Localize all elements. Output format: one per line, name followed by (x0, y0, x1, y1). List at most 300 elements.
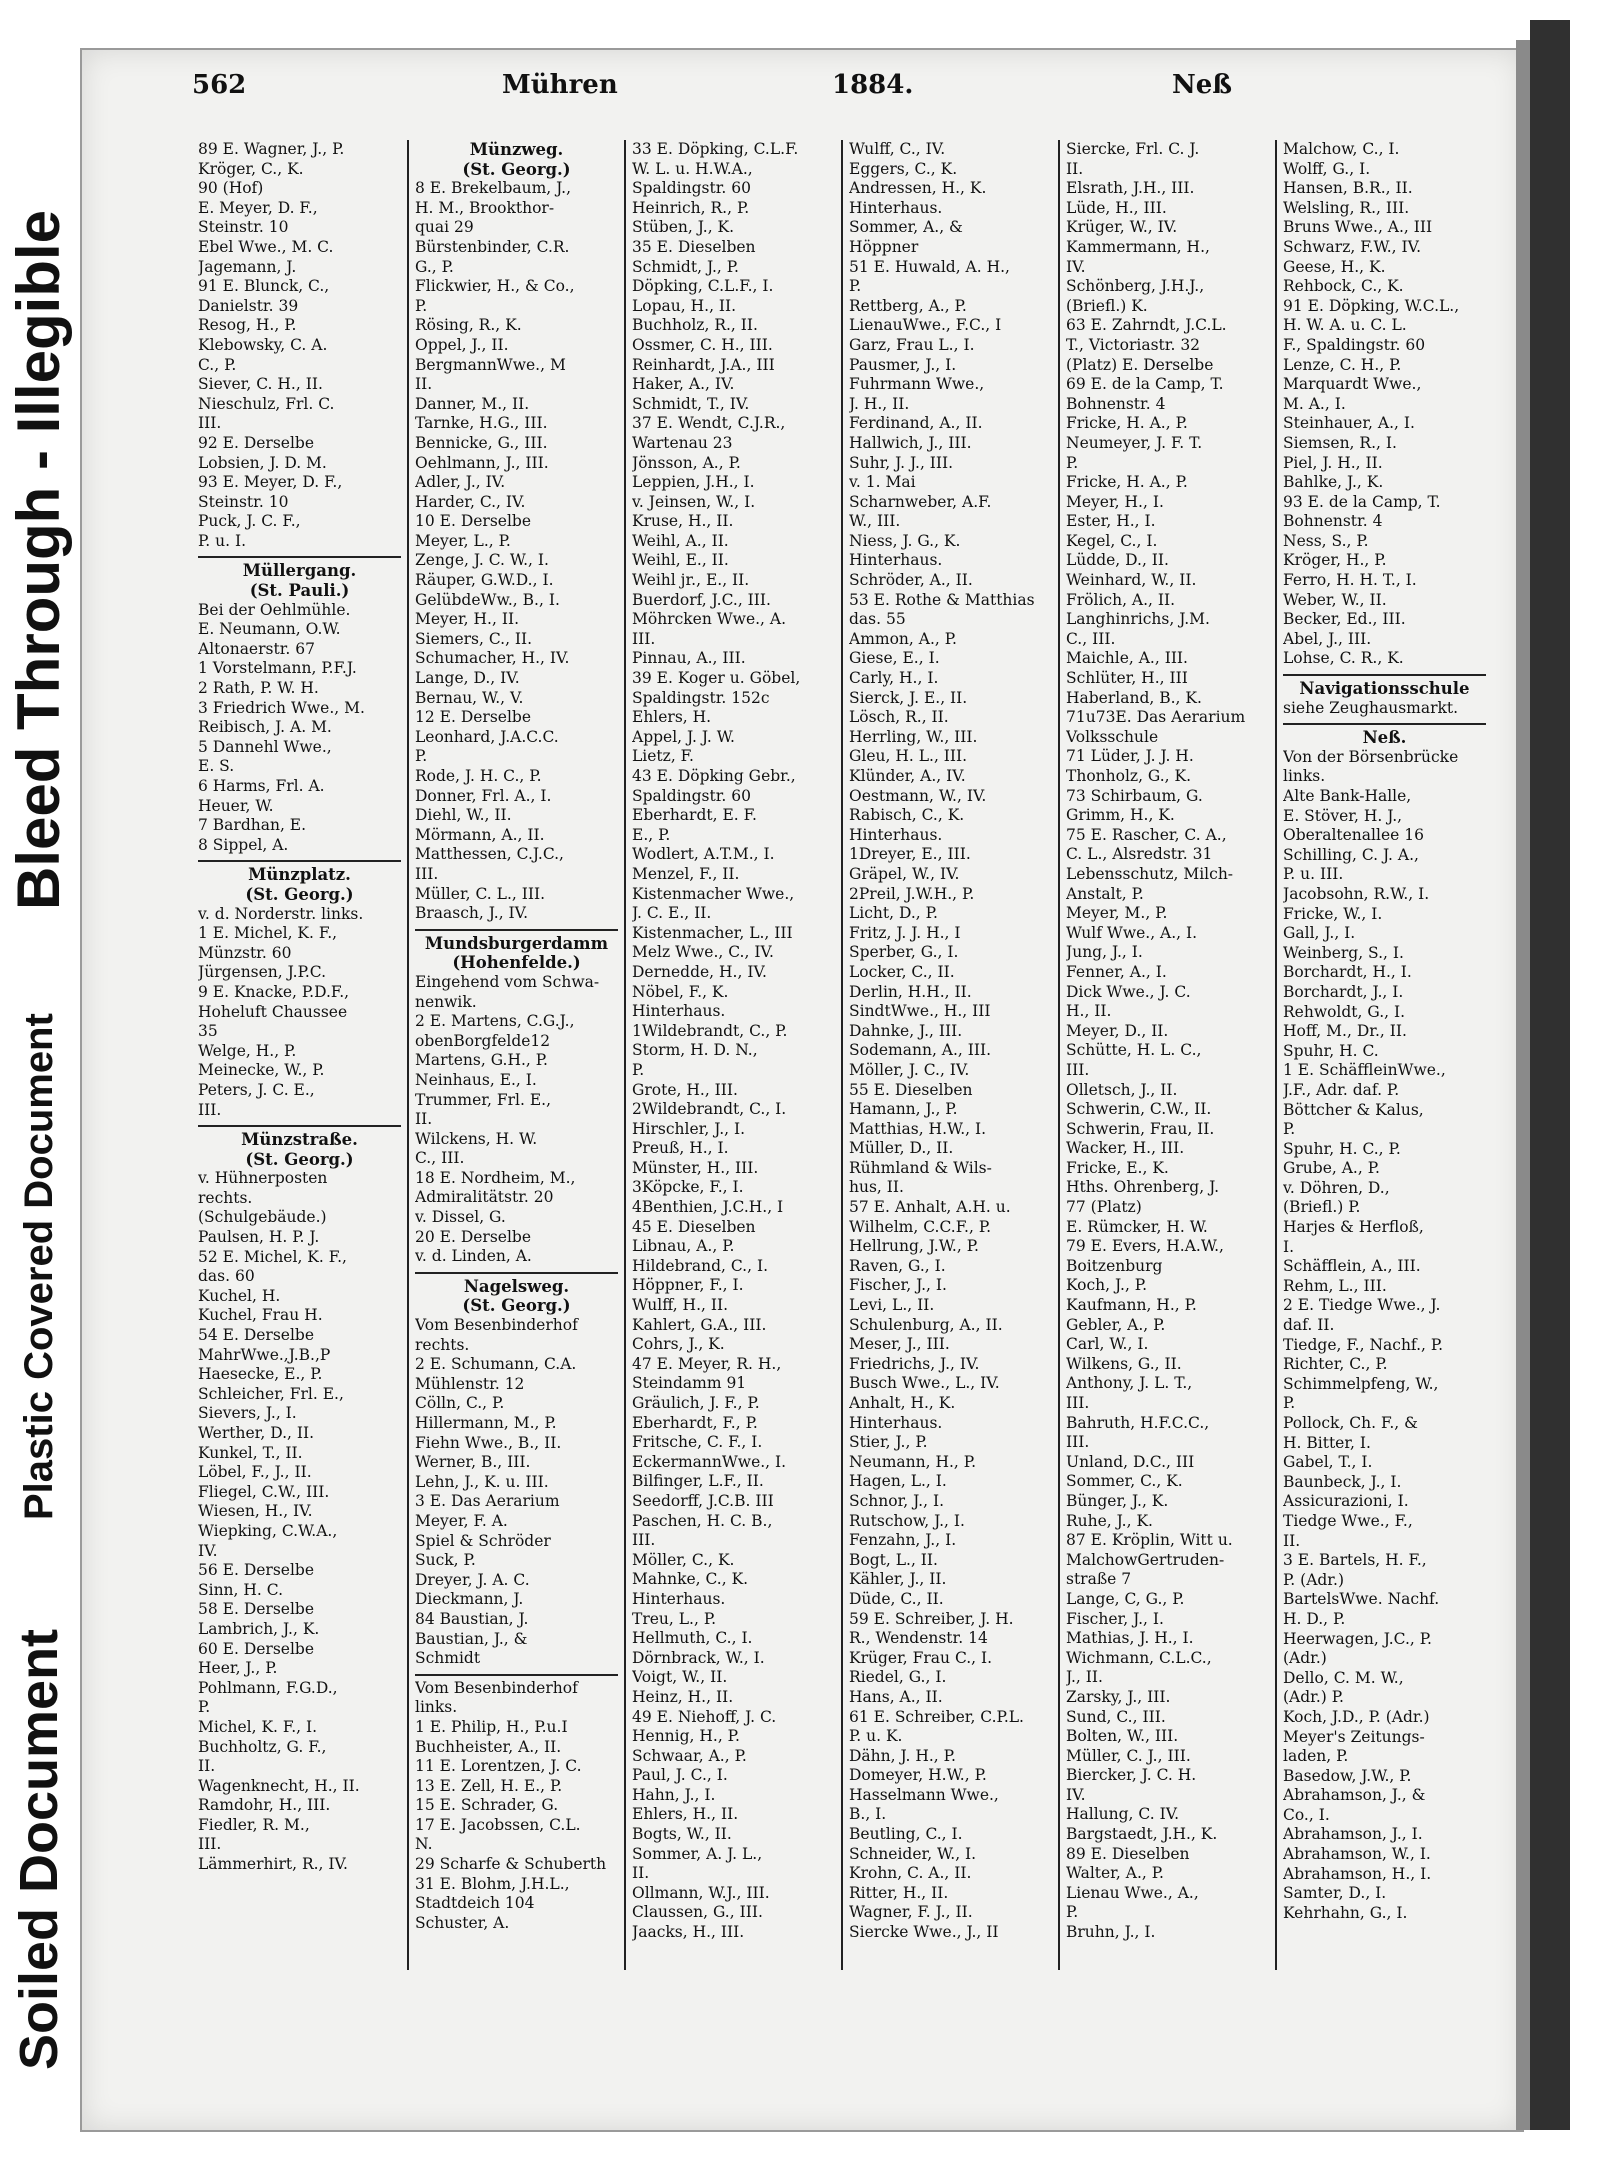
directory-entry: Wulff, H., II. (632, 1296, 729, 1315)
directory-entry: 91 E. Döpking, W.C.L., (1283, 296, 1460, 315)
directory-entry: Meinecke, W., P. (198, 1061, 325, 1080)
directory-entry: Ferro, H. H. T., I. (1283, 571, 1417, 590)
directory-entry: Andressen, H., K. (849, 179, 987, 198)
directory-entry: Walter, A., P. (1066, 1864, 1164, 1883)
directory-entry: Bernau, W., V. (415, 688, 524, 707)
directory-entry: Hinterhaus. (849, 551, 943, 570)
directory-entry: Voigt, W., II. (632, 1668, 728, 1687)
directory-entry: Schmidt, T., IV. (632, 394, 750, 413)
plastic-covered-label: Plastic Covered Document (17, 1013, 61, 1520)
directory-entry: M. A., I. (1283, 394, 1346, 413)
directory-entry: Lambrich, J., K. (198, 1619, 320, 1638)
directory-entry: 2 Rath, P. W. H. (198, 679, 319, 698)
directory-entry: daf. II. (1283, 1316, 1335, 1335)
directory-entry: 13 E. Zell, H. E., P. (415, 1776, 563, 1795)
directory-entry: P. u. I. (198, 531, 247, 550)
directory-entry: Bogts, W., II. (632, 1825, 732, 1844)
directory-entry: Haberland, B., K. (1066, 688, 1202, 707)
directory-entry: 35 E. Dieselben (632, 237, 756, 256)
directory-entry: 52 E. Michel, K. F., (198, 1247, 347, 1266)
directory-entry: Danielstr. 39 (198, 296, 299, 315)
directory-entry: Werther, D., II. (198, 1424, 315, 1442)
directory-entry: Nöbel, F., K. (632, 982, 729, 1001)
directory-entry: C., III. (1066, 629, 1116, 648)
directory-entry: 92 E. Derselbe (198, 433, 315, 452)
directory-entry: N. (415, 1835, 433, 1854)
directory-entry: nenwik. (415, 992, 477, 1011)
directory-entry: Tiedge, F., Nachf., P. (1283, 1335, 1444, 1354)
directory-entry: Ehlers, H. (632, 708, 712, 727)
directory-entry: Stüben, J., K. (632, 218, 735, 237)
header-year: 1884. (832, 70, 914, 100)
directory-entry: MahrWwe.,J.B.,P (198, 1345, 331, 1364)
bleed-through-label: Bleed Through - Illegible (5, 209, 72, 910)
directory-entry: Meyer, M., P. (1066, 904, 1168, 923)
directory-entry: P. (1283, 1394, 1296, 1413)
soiled-document-label: Soiled Document (9, 1628, 69, 2070)
directory-entry: Carl, W., I. (1066, 1335, 1149, 1354)
directory-entry: III. (632, 1531, 656, 1550)
directory-entry: 59 E. Schreiber, J. H. (849, 1609, 1014, 1628)
directory-entry: 10 E. Derselbe (415, 512, 532, 531)
directory-entry: Baustian, J., & (415, 1629, 528, 1648)
directory-entry: II. (632, 1864, 650, 1883)
directory-entry: 56 E. Derselbe (198, 1561, 315, 1580)
scan-side-labels (0, 0, 78, 2177)
directory-entry: v. Jeinsen, W., I. (632, 492, 756, 511)
directory-entry: Leonhard, J.A.C.C. (415, 727, 559, 746)
directory-entry: Meser, J., III. (849, 1335, 950, 1354)
directory-entry: T., Victoriastr. 32 (1066, 335, 1201, 354)
directory-entry: 77 (Platz) (1066, 1198, 1142, 1217)
directory-entry: Boitzenburg (1066, 1256, 1163, 1275)
directory-entry: R., Wendenstr. 14 (849, 1629, 988, 1648)
directory-entry: Bolten, W., III. (1066, 1727, 1179, 1746)
directory-entry: Appel, J. J. W. (632, 727, 735, 746)
directory-entry: Münzstr. 60 (198, 943, 292, 962)
directory-entry: Schmidt, J., P. (632, 257, 739, 276)
directory-entry: Lietz, F. (632, 747, 694, 766)
directory-entry: Reibisch, J. A. M. (198, 718, 332, 737)
directory-column (1060, 140, 1277, 1970)
directory-entry: Cölln, C., P. (415, 1394, 505, 1413)
directory-entry: Carly, H., I. (849, 669, 939, 688)
directory-entry: Fiehn Wwe., B., II. (415, 1433, 562, 1452)
directory-entry: Sommer, C., K. (1066, 1472, 1183, 1491)
street-heading: Münzstraße. (198, 1125, 401, 1150)
directory-entry: Räuper, G.W.D., I. (415, 571, 554, 590)
directory-entry: Von der Börsenbrücke (1283, 747, 1459, 766)
directory-entry: Pausmer, J., I. (849, 355, 957, 374)
directory-entry: Kistenmacher, L., III (632, 923, 793, 942)
directory-entry: Paulsen, H. P. J. (198, 1228, 320, 1247)
directory-entry: J. H., II. (849, 394, 910, 413)
directory-entry: Vom Besenbinderhof (415, 1674, 618, 1699)
directory-entry: II. (415, 375, 433, 394)
directory-entry: Geese, H., K. (1283, 257, 1386, 276)
directory-entry: Weihl jr., E., II. (632, 571, 750, 590)
directory-entry: Müller, D., II. (849, 1139, 954, 1158)
directory-entry: II. (415, 1110, 433, 1129)
directory-entry: Kistenmacher Wwe., (632, 884, 795, 903)
directory-entry: Ness, S., P. (1283, 531, 1369, 550)
directory-entry: Gebler, A., P. (1066, 1315, 1166, 1334)
directory-entry: EckermannWwe., I. (632, 1452, 787, 1471)
directory-entry: Hans, A., II. (849, 1687, 943, 1706)
directory-entry: Lösch, R., II. (849, 708, 949, 727)
directory-entry: W., III. (849, 512, 901, 531)
directory-entry: Kähler, J., II. (849, 1570, 947, 1589)
directory-entry: 1Dreyer, E., III. (849, 845, 971, 864)
directory-entry: Dick Wwe., J. C. (1066, 982, 1191, 1001)
directory-entry: Haesecke, E., P. (198, 1365, 323, 1384)
directory-entry: Hinterhaus. (849, 198, 943, 217)
directory-entry: Gräulich, J. F., P. (632, 1394, 760, 1412)
directory-entry: Sperber, G., I. (849, 943, 959, 962)
directory-entry: Basedow, J.W., P. (1283, 1766, 1412, 1785)
directory-entry: Fricke, H. A., P. (1066, 473, 1188, 492)
directory-entry: (Briefl.) K. (1066, 296, 1148, 315)
directory-column (409, 140, 626, 1970)
directory-entry: Kehrhahn, G., I. (1283, 1903, 1408, 1922)
directory-entry: B., I. (849, 1805, 887, 1824)
directory-entry: 45 E. Dieselben (632, 1217, 756, 1236)
directory-entry: 49 E. Niehoff, J. C. (632, 1707, 777, 1726)
directory-entry: J., II. (1066, 1668, 1103, 1687)
directory-entry: 89 E. Dieselben (1066, 1844, 1190, 1863)
directory-entry: Pinnau, A., III. (632, 649, 746, 668)
directory-entry: 3Köpcke, F., I. (632, 1178, 744, 1197)
directory-entry: Haker, A., IV. (632, 375, 735, 394)
directory-entry: Düde, C., II. (849, 1589, 944, 1608)
directory-entry: 17 E. Jacobssen, C.L. (415, 1815, 581, 1834)
directory-entry: Schröder, A., II. (849, 571, 973, 590)
directory-entry: Sommer, A. J. L., (632, 1844, 763, 1863)
directory-entry: 5 Dannehl Wwe., (198, 737, 332, 756)
directory-entry: v. Dissel, G. (415, 1208, 506, 1227)
directory-entry: v. Döhren, D., (1283, 1178, 1390, 1197)
directory-entry: Schmidt (415, 1649, 481, 1668)
directory-entry: 1Wildebrandt, C., P. (632, 1021, 788, 1040)
directory-entry: straße 7 (1066, 1570, 1132, 1589)
directory-entry: P. u. K. (849, 1727, 903, 1746)
directory-entry: Domeyer, H.W., P. (849, 1766, 987, 1785)
directory-entry: 9 E. Knacke, P.D.F., (198, 982, 350, 1001)
directory-entry: Beutling, C., I. (849, 1825, 963, 1844)
directory-entry: Wodlert, A.T.M., I. (632, 845, 775, 864)
directory-entry: Hansen, B.R., II. (1283, 179, 1413, 198)
directory-entry: Pohlmann, F.G.D., (198, 1678, 338, 1697)
directory-entry: Maichle, A., III. (1066, 649, 1188, 668)
directory-entry: II. (198, 1757, 216, 1776)
directory-entry: Wartenau 23 (632, 433, 733, 452)
directory-entry: Jung, J., I. (1066, 943, 1143, 962)
directory-entry: Lopau, H., II. (632, 296, 737, 315)
directory-entry: 4Benthien, J.C.H., I (632, 1198, 784, 1217)
directory-entry: G., P. (415, 257, 454, 276)
directory-entry: Wagner, F. J., II. (849, 1903, 973, 1922)
directory-entry: IV. (1066, 257, 1086, 276)
directory-entry: 35 (198, 1022, 218, 1041)
directory-entry: Martens, G.H., P. (415, 1051, 548, 1070)
directory-entry: Michel, K. F., I. (198, 1717, 318, 1736)
directory-entry: Rehbock, C., K. (1283, 277, 1404, 296)
directory-entry: Heerwagen, J.C., P. (1283, 1629, 1432, 1648)
directory-entry: Heinz, H., II. (632, 1687, 734, 1706)
directory-entry: 15 E. Schrader, G. (415, 1796, 559, 1815)
directory-entry: E. S. (198, 757, 235, 776)
directory-entry: Ferdinand, A., II. (849, 414, 983, 433)
directory-entry: II. (1066, 159, 1084, 178)
directory-entry: Wagenknecht, H., II. (198, 1776, 360, 1795)
directory-entry: 20 E. Derselbe (415, 1227, 532, 1246)
directory-entry: Braasch, J., IV. (415, 904, 529, 923)
directory-entry: Meyer's Zeitungs- (1283, 1727, 1425, 1746)
directory-entry: 29 Scharfe & Schuberth (415, 1855, 607, 1874)
directory-entry: Abrahamson, J., I. (1283, 1825, 1423, 1844)
directory-entry: Alte Bank-Halle, (1283, 787, 1412, 805)
directory-entry: Olletsch, J., II. (1066, 1080, 1178, 1099)
directory-entry: Treu, L., P. (632, 1609, 717, 1628)
directory-entry: Jaacks, H., III. (632, 1923, 745, 1942)
directory-entry: Danner, M., II. (415, 394, 530, 413)
directory-entry: Fischer, J., I. (849, 1276, 947, 1295)
directory-entry: Hallung, C. IV. (1066, 1805, 1180, 1824)
directory-entry: Fuhrmann Wwe., (849, 375, 985, 394)
directory-entry: Peters, J. C. E., (198, 1080, 315, 1099)
directory-entry: Lämmerhirt, R., IV. (198, 1855, 348, 1874)
directory-entry: 37 E. Wendt, C.J.R., (632, 414, 786, 433)
directory-entry: 2 E. Schumann, C.A. (415, 1355, 577, 1374)
directory-entry: P. (1066, 453, 1079, 472)
directory-entry: Dahnke, J., III. (849, 1021, 963, 1040)
directory-entry: 1 Vorstelmann, P.F.J. (198, 659, 357, 678)
directory-entry: Bargstaedt, J.H., K. (1066, 1825, 1218, 1844)
directory-entry: Borchardt, H., I. (1283, 963, 1412, 982)
directory-entry: 71u73E. Das Aerarium (1066, 708, 1246, 727)
directory-entry: IV. (198, 1541, 218, 1560)
directory-entry: Hildebrand, C., I. (632, 1256, 768, 1275)
directory-entry: Abrahamson, H., I. (1283, 1864, 1432, 1883)
directory-entry: Siercke, Frl. C. J. (1066, 140, 1200, 158)
directory-entry: Frölich, A., II. (1066, 590, 1176, 609)
directory-entry: Meyer, F. A. (415, 1511, 508, 1530)
directory-entry: Paschen, H. C. B., (632, 1511, 773, 1530)
directory-entry: Spiel & Schröder (415, 1531, 551, 1550)
directory-entry: 6 Harms, Frl. A. (198, 777, 325, 795)
directory-entry: Locker, C., II. (849, 962, 955, 981)
directory-entry: Fricke, W., I. (1283, 904, 1383, 923)
directory-entry: 47 E. Meyer, R. H., (632, 1354, 782, 1373)
directory-entry: Kröger, H., P. (1283, 551, 1387, 570)
directory-entry: Grote, H., III. (632, 1080, 738, 1099)
directory-entry: Heuer, W. (198, 796, 274, 815)
directory-entry: Lüde, H., III. (1066, 198, 1167, 217)
directory-entry: Oppel, J., II. (415, 335, 509, 354)
directory-entry: 69 E. de la Camp, T. (1066, 375, 1224, 394)
directory-entry: obenBorgfelde12 (415, 1031, 551, 1050)
directory-entry: Wulff, C., IV. (849, 140, 946, 158)
directory-column (843, 140, 1060, 1970)
directory-columns (192, 140, 1492, 1970)
directory-entry: 87 E. Kröplin, Witt u. (1066, 1531, 1233, 1550)
directory-entry: Bohnenstr. 4 (1283, 512, 1383, 531)
directory-entry: Meyer, H., I. (1066, 492, 1164, 511)
directory-entry: Bruhn, J., I. (1066, 1923, 1156, 1942)
directory-entry: Harder, C., IV. (415, 492, 526, 511)
street-heading: (St. Georg.) (462, 159, 571, 179)
page-edge-shadow (1516, 40, 1530, 2130)
directory-entry: Dernedde, H., IV. (632, 962, 767, 981)
directory-entry: Werner, B., III. (415, 1453, 531, 1472)
directory-entry: Tarnke, H.G., III. (415, 414, 548, 433)
directory-entry: Schlüter, H., III (1066, 669, 1188, 688)
directory-entry: 93 E. Meyer, D. F., (198, 473, 343, 492)
directory-entry: Lüdde, D., II. (1066, 551, 1169, 570)
directory-entry: Rabisch, C., K. (849, 806, 965, 825)
directory-entry: C., P. (198, 355, 237, 374)
directory-entry: Münster, H., III. (632, 1158, 759, 1177)
directory-entry: Pollock, Ch. F., & (1283, 1414, 1418, 1432)
directory-entry: Kunkel, T., II. (198, 1443, 303, 1462)
directory-entry: 60 E. Derselbe (198, 1639, 315, 1658)
directory-entry: Elsrath, J.H., III. (1066, 179, 1195, 198)
directory-entry: Meyer, H., II. (415, 610, 520, 629)
street-heading: Neß. (1283, 723, 1486, 748)
directory-entry: Bohnenstr. 4 (1066, 394, 1166, 413)
directory-entry: Cohrs, J., K. (632, 1335, 725, 1354)
directory-entry: Eberhardt, F., P. (632, 1413, 758, 1432)
directory-entry: III. (632, 629, 656, 648)
directory-entry: Rode, J. H. C., P. (415, 767, 542, 785)
directory-entry: Gall, J., I. (1283, 924, 1356, 943)
directory-entry: Garz, Frau L., I. (849, 335, 975, 354)
directory-entry: 43 E. Döpking Gebr., (632, 767, 796, 785)
directory-entry: Schwaar, A., P. (632, 1746, 747, 1765)
directory-entry: 8 E. Brekelbaum, J., (415, 179, 572, 198)
directory-entry: Matthessen, C.J.C., (415, 845, 564, 864)
street-heading: Mundsburgerdamm (415, 929, 618, 954)
directory-entry: Wiesen, H., IV. (198, 1502, 313, 1521)
directory-entry: 33 E. Döpking, C.L.F. (632, 140, 799, 158)
directory-entry: Sievers, J., I. (198, 1404, 297, 1423)
directory-entry: Möller, C., K. (632, 1550, 735, 1569)
directory-entry: H. W. A. u. C. L. (1283, 316, 1407, 335)
directory-entry: Kaufmann, H., P. (1066, 1296, 1197, 1315)
directory-entry: Tiedge Wwe., F., (1283, 1511, 1413, 1530)
directory-entry: 89 E. Wagner, J., P. (198, 140, 345, 158)
directory-entry: Weinberg, S., I. (1283, 943, 1404, 962)
directory-entry: Mahnke, C., K. (632, 1570, 749, 1589)
directory-entry: Harjes & Herfloß, (1283, 1218, 1424, 1237)
directory-entry: Welsling, R., III. (1283, 198, 1410, 217)
directory-entry: Zenge, J. C. W., I. (415, 551, 549, 570)
directory-entry: Hoff, M., Dr., II. (1283, 1022, 1407, 1041)
directory-entry: Dello, C. M. W., (1283, 1668, 1404, 1687)
directory-entry: Krüger, W., IV. (1066, 218, 1178, 237)
page-number: 562 (192, 70, 247, 100)
directory-entry: 91 E. Blunck, C., (198, 277, 330, 296)
directory-entry: Heinrich, R., P. (632, 198, 750, 217)
directory-entry: Ramdohr, H., III. (198, 1796, 331, 1815)
directory-entry: Wacker, H., III. (1066, 1139, 1185, 1158)
directory-entry: (Adr.) (1283, 1649, 1327, 1668)
directory-entry: Schwerin, Frau, II. (1066, 1119, 1215, 1138)
directory-entry: Suck, P. (415, 1551, 476, 1570)
directory-entry: Neinhaus, E., I. (415, 1070, 537, 1089)
directory-entry: Eberhardt, E. F. (632, 806, 757, 825)
directory-entry: 11 E. Lorentzen, J. C. (415, 1757, 582, 1776)
directory-entry: Schönberg, J.H.J., (1066, 277, 1205, 296)
directory-entry: 55 E. Dieselben (849, 1080, 973, 1099)
directory-entry: E. Meyer, D. F., (198, 198, 318, 217)
directory-entry: Mörmann, A., II. (415, 825, 545, 844)
directory-entry: W. L. u. H.W.A., (632, 159, 753, 178)
directory-entry: Wichmann, C.L.C., (1066, 1648, 1212, 1667)
directory-entry: Hinterhaus. (632, 1002, 726, 1021)
directory-entry: Hennig, H., P. (632, 1727, 740, 1746)
directory-entry: Ossmer, C. H., III. (632, 335, 773, 354)
directory-entry: Bahruth, H.F.C.C., (1066, 1413, 1210, 1432)
directory-entry: BartelsWwe. Nachf. (1283, 1590, 1440, 1609)
directory-entry: Jacobsohn, R.W., I. (1283, 884, 1430, 903)
directory-entry: 3 E. Bartels, H. F., (1283, 1551, 1427, 1570)
directory-entry: Lebensschutz, Milch- (1066, 864, 1234, 883)
directory-entry: 8 Sippel, A. (198, 835, 289, 854)
directory-entry: Meyer, D., II. (1066, 1021, 1169, 1040)
directory-entry: Matthias, H.W., I. (849, 1119, 987, 1138)
directory-entry: III. (198, 1100, 222, 1119)
directory-entry: Ollmann, W.J., III. (632, 1883, 770, 1902)
directory-entry: Schwarz, F.W., IV. (1283, 237, 1422, 256)
directory-entry: Melz Wwe., C., IV. (632, 943, 774, 962)
directory-entry: v. Hühnerposten (198, 1169, 328, 1188)
directory-entry: Ehlers, H., II. (632, 1805, 739, 1824)
directory-entry: Borchardt, J., I. (1283, 982, 1404, 1001)
directory-entry: Hinterhaus. (849, 825, 943, 844)
directory-entry: Zarsky, J., III. (1066, 1687, 1171, 1706)
directory-entry: Bilfinger, L.F., II. (632, 1472, 764, 1491)
directory-entry: Dähn, J. H., P. (849, 1746, 956, 1765)
directory-entry: Bürstenbinder, C.R. (415, 237, 570, 256)
directory-entry: v. d. Linden, A. (415, 1247, 532, 1266)
directory-entry: Fischer, J., I. (1066, 1609, 1164, 1628)
street-heading: Münzplatz. (198, 860, 401, 885)
directory-entry: Klebowsky, C. A. (198, 335, 328, 354)
directory-entry: Lenze, C. H., P. (1283, 355, 1402, 374)
directory-entry: Buchheister, A., II. (415, 1737, 562, 1756)
directory-entry: Bennicke, G., III. (415, 433, 548, 452)
directory-entry: Sommer, A., & (849, 218, 963, 237)
directory-entry: Derlin, H.H., II. (849, 982, 972, 1001)
street-heading: Münzweg. (469, 140, 564, 159)
street-heading: Navigationsschule (1283, 674, 1486, 699)
directory-entry: P. (415, 296, 428, 315)
directory-entry: Spaldingstr. 60 (632, 179, 751, 198)
directory-entry: Hahn, J., I. (632, 1785, 716, 1804)
street-heading: Müllergang. (198, 556, 401, 581)
header-street: Mühren (502, 70, 618, 100)
directory-entry: 61 E. Schreiber, C.P.L. (849, 1707, 1024, 1726)
directory-entry: Wiepking, C.W.A., (198, 1521, 338, 1540)
directory-entry: Grimm, H., K. (1066, 806, 1175, 825)
directory-entry: Wulf Wwe., A., I. (1066, 923, 1198, 942)
directory-entry: Richter, C., P. (1283, 1355, 1388, 1374)
directory-column (192, 140, 409, 1970)
directory-entry: Sund, C., III. (1066, 1707, 1166, 1726)
directory-entry: Spaldingstr. 60 (632, 786, 751, 805)
directory-entry: Fiedler, R. M., (198, 1815, 310, 1834)
